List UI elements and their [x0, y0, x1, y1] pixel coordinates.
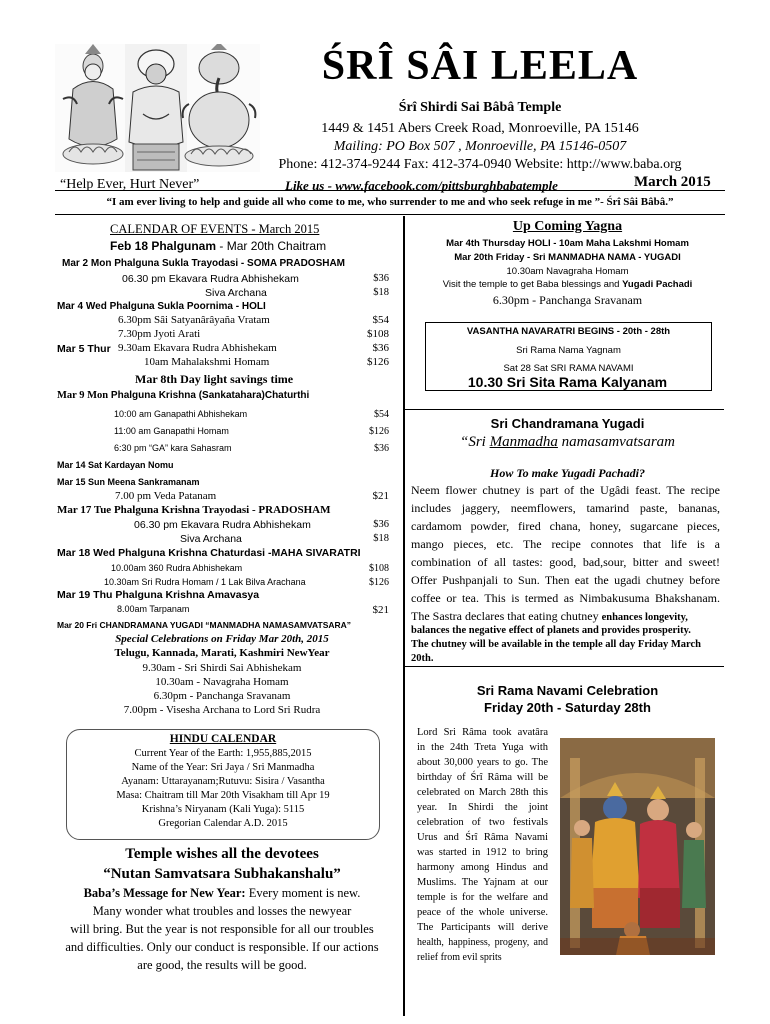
section-rule: [404, 666, 724, 667]
baba-quote-strip: “I am ever living to help and guide all who come to me, who surrender to me and who seek refuge in me ”- Śrî Sâi Bâbâ.”: [55, 190, 725, 215]
event-name: 11:00 am Ganapathi Homam: [114, 426, 229, 436]
event-name: Siva Archana: [180, 533, 242, 545]
event-name: 8.00am Tarpanam: [117, 604, 190, 614]
mar17-item: [134, 519, 389, 531]
rama-navami-line: was started in 1912 to bring: [417, 847, 548, 858]
mar4-item: [118, 342, 389, 354]
dst-note: Mar 8th Day light savings time: [135, 372, 294, 386]
column-divider: [403, 216, 405, 1016]
yagna-visit: [411, 279, 724, 290]
rama-navami-line: in the 24th Treta Yuga with: [417, 742, 548, 753]
calendar-heading: [110, 222, 319, 237]
rama-navami-line: The Participants will derive: [417, 922, 548, 933]
lakshmi-figure: [63, 44, 123, 164]
rama-navami-line: birthday of Śrî Râma will be: [417, 772, 548, 783]
mar14-header: Mar 14 Sat Kardayan Nomu: [57, 460, 174, 470]
event-price: $36: [373, 273, 389, 284]
yagna-line: Mar 20th Friday - Sri MANMADHA NAMA - YUGADI: [454, 252, 681, 263]
mar4-item: [144, 356, 389, 368]
event-name: 06.30 pm Ekavara Rudra Abhishekam: [122, 273, 299, 285]
sai-baba-figure: [125, 44, 187, 172]
mailing-address: Mailing: PO Box 507 , Monroeville, PA 15146-0507: [333, 139, 627, 154]
event-name: 7.00 pm Veda Patanam: [115, 490, 217, 502]
recipe-line: includes jaggery, neemflowers, tamarind paste, bananas,: [411, 501, 720, 515]
event-name: 6:30 pm “GA” kara Sahasram: [114, 443, 232, 453]
event-name: 10am Mahalakshmi Homam: [144, 356, 270, 368]
sastra-text: The Sastra declares that eating chutney: [411, 609, 602, 623]
message-line: [56, 886, 388, 901]
mar17-header: Mar 17 Tue Phalguna Krishna Trayodasi - PRADOSHAM: [57, 504, 331, 516]
rama-navami-line: relief from evil sprits: [417, 952, 502, 963]
message-line: Many wonder what troubles and losses the newyear: [92, 904, 352, 918]
rama-navami-line: about 30,000 years to go. The: [417, 757, 548, 768]
yagna-line: 10.30am Navagraha Homam: [506, 266, 629, 277]
recipe-line: mango pieces, etc. The recipe connotes that life is a: [411, 537, 720, 551]
hindu-calendar-line: Krishna’s Niryanam (Kali Yuga): 5115: [141, 804, 305, 815]
special-item: 9.30am - Sri Shirdi Sai Abhishekam: [142, 662, 302, 674]
event-name: 10.30am Sri Rudra Homam / 1 Lak Bilva Arachana: [104, 577, 306, 587]
chutney-bold-line: The chutney will be available in the temple all day Friday March: [411, 639, 702, 650]
rama-navami-line: Lord Sri Râma took avatâra: [417, 727, 548, 738]
yugadi-sub-underlined: Manmadha: [489, 434, 558, 450]
temple-address: 1449 & 1451 Abers Creek Road, Monroeville, PA 15146: [321, 121, 639, 136]
event-price: $54: [372, 314, 389, 326]
mar2-item: [205, 287, 389, 299]
facebook-link[interactable]: Like us - www.facebook.com/pittsburghbabatemple: [285, 178, 558, 193]
temple-name: Śrî Shirdi Sai Bâbâ Temple: [398, 100, 562, 115]
event-price: $21: [372, 604, 389, 616]
yugadi-subtitle: [411, 434, 724, 451]
visit-text: Visit the temple to get Baba blessings and: [442, 279, 623, 290]
contact-line: Phone: 412-374-9244 Fax: 412-374-0940 Website: http://www.baba.org: [278, 157, 682, 172]
event-price: $36: [373, 519, 389, 530]
hindu-calendar-heading: HINDU CALENDAR: [169, 733, 277, 745]
section-rule-2: [404, 409, 724, 410]
event-price: $126: [369, 577, 389, 588]
event-name: 9.30am Ekavara Rudra Abhishekam: [118, 342, 277, 354]
mar2-item: [122, 273, 389, 285]
mar9-item: [114, 426, 389, 437]
special-title: Special Celebrations on Friday Mar 20th, 2015: [115, 633, 329, 645]
rama-navami-line: Urus and Śrî Râma Navami: [417, 832, 548, 843]
yugadi-sub-pre: “Sri: [459, 434, 490, 450]
recipe-line: combination of all tastes: good, bad,sour, bitter and sweet!: [411, 555, 720, 569]
rama-navami-line: peace of the whole universe.: [417, 907, 548, 918]
greeting-line-2: “Nutan Samvatsara Subhakanshalu”: [103, 866, 341, 882]
mar15-item: [115, 490, 389, 502]
deities-illustration: [55, 44, 260, 172]
hindu-calendar-line: Gregorian Calendar A.D. 2015: [158, 818, 288, 829]
hindu-calendar-line: Current Year of the Earth: 1,955,885,2015: [134, 748, 312, 759]
mar18-header: Mar 18 Wed Phalguna Krishna Chaturdasi -MAHA SIVARATRI: [57, 547, 361, 559]
navaratri-line: VASANTHA NAVARATRI BEGINS - 20th - 28th: [466, 326, 671, 337]
panchanga-line: 6.30pm - Panchanga Sravanam: [492, 293, 643, 307]
rama-navami-line: health, happiness, progeny, and: [417, 937, 548, 948]
recipe-line: Offer Pushpanjali to Sun. Then eat the ugadi chutney before: [411, 573, 720, 587]
event-name: 7.30pm Jyoti Arati: [118, 328, 201, 340]
sastra-bold: enhances longevity,: [601, 612, 688, 623]
navaratri-line: Sat 28 Sat SRI RAMA NAVAMI: [503, 363, 634, 374]
mar9-date: Mar 9 Mon: [57, 390, 109, 401]
calendar-heading-text: CALENDAR OF EVENTS - March 2015: [110, 222, 320, 236]
mar9-item: [114, 443, 389, 454]
event-price: $36: [372, 342, 389, 354]
rama-navami-title: Sri Rama Navami Celebration: [476, 683, 659, 698]
special-item: 6.30pm - Panchanga Sravanam: [153, 690, 291, 702]
event-price: $21: [372, 490, 389, 502]
howto-heading: How To make Yugadi Pachadi?: [490, 466, 645, 480]
event-price: $126: [369, 426, 389, 437]
rama-navami-line: celebration of two festivals: [417, 817, 548, 828]
event-name: 06.30 pm Ekavara Rudra Abhishekam: [134, 519, 311, 531]
tagline: “Help Ever, Hurt Never”: [60, 177, 200, 192]
phalgunam-rest: - Mar 20th Chaitram: [216, 239, 327, 253]
event-name: 6.30pm Sâi Satyanârâyaña Vratam: [118, 314, 270, 326]
special-item: 10.30am - Navagraha Homam: [155, 676, 289, 688]
rama-navami-line: year. In Shirdi the joint: [417, 802, 548, 813]
rama-darbar-image: [560, 738, 715, 955]
phalgunam-bold: Feb 18 Phalgunam: [110, 239, 217, 253]
hindu-calendar-line: Masa: Chaitram till Mar 20th Visakham till Apr 19: [116, 790, 330, 801]
greeting-line-1: Temple wishes all the devotees: [125, 846, 319, 862]
yugadi-title: Sri Chandramana Yugadi: [490, 416, 645, 431]
event-price: $108: [367, 328, 389, 340]
rama-navami-dates: Friday 20th - Saturday 28th: [484, 700, 651, 715]
event-name: 10.00am 360 Rudra Abhishekam: [111, 563, 243, 573]
ganesha-figure: [183, 44, 256, 166]
visit-bold: Yugadi Pachadi: [622, 279, 693, 290]
sastra-line: [411, 609, 724, 624]
recipe-line: cardamom powder, fired chana, honey, sugarcane pieces,: [411, 519, 720, 533]
recipe-line: coffee or tea. This is termed as Nimbakusuma Bhakshanam.: [411, 591, 720, 605]
event-name: 10:00 am Ganapathi Abhishekam: [114, 409, 248, 419]
event-price: $18: [373, 287, 389, 298]
chutney-bold-line: 20th.: [411, 653, 434, 664]
issue-date: March 2015: [634, 174, 711, 190]
mar19-item: [117, 604, 389, 616]
mar19-header: Mar 19 Thu Phalguna Krishna Amavasya: [57, 589, 260, 601]
mar9-title: Phalguna Krishna (Sankatahara)Chaturthi: [108, 390, 310, 401]
mar4-item: [118, 328, 389, 340]
yugadi-sub-post: namasamvatsaram: [557, 434, 676, 450]
mar2-header: Mar 2 Mon Phalguna Sukla Trayodasi - SOMA PRADOSHAM: [62, 258, 346, 269]
event-price: $18: [373, 533, 389, 544]
mar18-item: [111, 563, 389, 574]
navaratri-line: Sri Rama Nama Yagnam: [516, 345, 621, 356]
masthead-title: ŚRÎ SÂI LEELA: [321, 43, 639, 89]
special-item: 7.00pm - Visesha Archana to Lord Sri Rudra: [123, 704, 321, 716]
mar18-item: [104, 577, 389, 588]
message-line: will bring. But the year is not responsible for all our troubles: [70, 922, 374, 936]
special-subtitle: Telugu, Kannada, Marati, Kashmiri NewYear: [114, 647, 330, 659]
yagna-heading: Up Coming Yagna: [512, 219, 623, 234]
mar17-item: [180, 533, 389, 545]
chutney-bold-line: balances the negative effect of planets and provides prosperity.: [411, 625, 691, 636]
hindu-calendar-line: Ayanam: Uttarayanam;Rutuvu: Sisira / Vasantha: [121, 776, 325, 787]
message-line: are good, the results will be good.: [137, 958, 307, 972]
mar20-header: Mar 20 Fri CHANDRAMANA YUGADI “MANMADHA NAMASAMVATSARA”: [57, 620, 352, 630]
mar15-header: Mar 15 Sun Meena Sankramanam: [57, 477, 200, 487]
mar9-header: [57, 390, 309, 401]
event-name: Siva Archana: [205, 287, 267, 299]
kalyanam-line: 10.30 Sri Sita Rama Kalyanam: [467, 374, 668, 390]
event-price: $54: [374, 409, 389, 420]
event-price: $36: [374, 443, 389, 454]
event-price: $108: [369, 563, 389, 574]
message-line: and difficulties. Only our conduct is responsible. If our actions: [65, 940, 379, 954]
rama-darbar-illustration: [560, 738, 715, 955]
rama-navami-line: temple is for the welfare and: [417, 892, 548, 903]
message-label: Baba’s Message for New Year:: [83, 886, 246, 900]
rama-navami-line: celebrated on March 28th this: [417, 787, 548, 798]
mar5-label: Mar 5 Thur: [57, 343, 111, 355]
hindu-calendar-line: Name of the Year: Sri Jaya / Sri Manmadha: [131, 762, 315, 773]
mar9-item: [114, 409, 389, 420]
event-price: $126: [367, 356, 389, 368]
message-text: Every moment is new.: [245, 886, 361, 900]
mar4-item: [118, 314, 389, 326]
deities-logo: [55, 44, 260, 172]
mar4-header: Mar 4 Wed Phalguna Sukla Poornima - HOLI: [57, 301, 266, 312]
rama-navami-line: Muslims. The Yajnam at our: [417, 877, 548, 888]
yagna-line: Mar 4th Thursday HOLI - 10am Maha Lakshmi Homam: [446, 238, 689, 249]
recipe-line: Neem flower chutney is part of the Ugâdi feast. The recipe: [411, 483, 720, 497]
phalgunam-line: [110, 239, 326, 253]
rama-navami-line: harmony among Hindus and: [417, 862, 548, 873]
